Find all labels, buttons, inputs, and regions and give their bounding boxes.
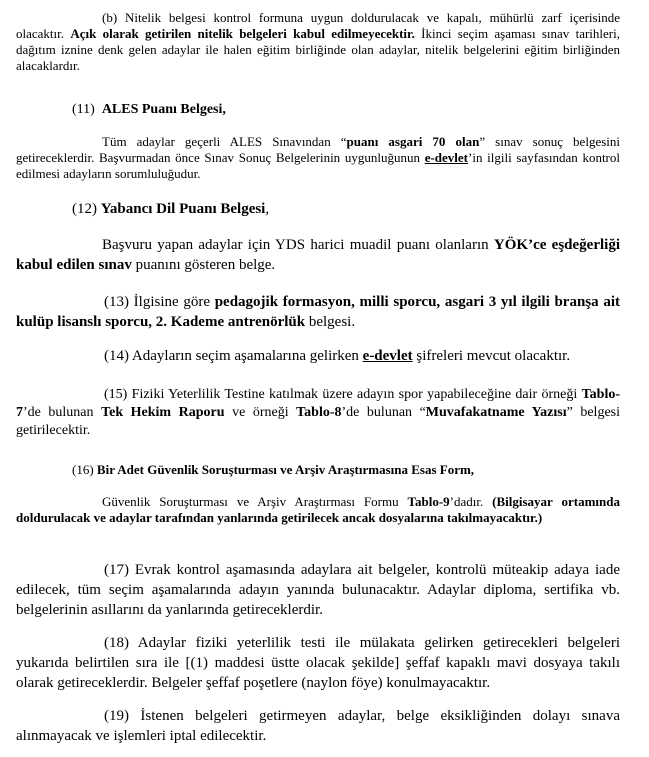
item-18-paragraph: (18) Adaylar fiziki yeterlilik testi ile mülakata gelirken getirecekleri belgeleri yukarıda belirtilen sıra ile [(1) maddesi üstte olacak şekilde] şeffaf kapaklı mavi dosyaya takılı olarak getireceklerdir. Belgeler şeffaf poşetlere (naylon föye) konulmayacaktır.	[16, 635, 620, 691]
item-14-text: (14) Adayların seçim aşamalarına gelirken	[104, 348, 363, 364]
e-devlet-link-2[interactable]: e-devlet	[362, 348, 413, 364]
item-12-title: Yabancı Dil Puanı Belgesi	[100, 201, 266, 217]
item-16-text: Güvenlik Soruşturması ve Arşiv Araştırması Formu	[102, 494, 408, 509]
item-16-bold-2: (Bilgisayar ortamında doldurulacak ve adaylar tarafından yanlarında getirilecek ancak dosyalarına takılmayacaktır.)	[16, 494, 620, 525]
item-19-paragraph: (19) İstenen belgeleri getirmeyen adaylar, belge eksikliğinden dolayı sınava alınmayacak ve işlemleri iptal edilecektir.	[16, 708, 620, 744]
item-13-text-2: belgesi.	[305, 314, 356, 330]
item-15-text-2: ’de bulunan	[23, 405, 102, 420]
item-16-text-2: ’dadır.	[449, 494, 493, 509]
item-15-bold-2: Tek Hekim Raporu	[101, 405, 225, 420]
item-12-text-2: puanını gösteren belge.	[131, 257, 276, 273]
item-12-heading	[72, 200, 269, 218]
item-16-heading	[72, 462, 474, 478]
item-16-title: Bir Adet Güvenlik Soruşturması ve Arşiv Araştırmasına Esas Form,	[96, 462, 475, 477]
item-16-bold: Tablo-9	[407, 494, 450, 509]
item-13-paragraph	[16, 292, 620, 332]
item-11-text-2: ” sınav sonuç belgesini getireceklerdir. Başvurmadan önce Sınav Sonuç Belgelerinin uygunluğunun	[16, 134, 620, 165]
item-11-bold: puanı asgari 70 olan	[346, 134, 480, 149]
item-13-bold: pedagojik formasyon, milli sporcu, asgari 3 yıl ilgili branşa ait kulüp lisanslı sporcu, 2. Kademe antrenörlük	[16, 294, 620, 330]
item-11-text-3: ’in ilgili sayfasından kontrol edilmesi adayların sorumluluğudur.	[16, 150, 621, 181]
item-15-paragraph	[16, 386, 620, 440]
item-11-paragraph	[16, 134, 620, 182]
item-15-bold: Tablo-7	[16, 387, 620, 420]
item-11-title: ALES Puanı Belgesi,	[101, 102, 226, 117]
item-11-number: (11)	[72, 102, 95, 117]
item-12-number: (12)	[72, 201, 97, 217]
item-11-text: Tüm adaylar geçerli ALES Sınavından “	[102, 134, 347, 149]
paragraph-b-text-2: İkinci seçim aşaması sınav tarihleri, dağıtım iznine denk gelen adaylar ile halen eğitim birliğinde olan adaylar, nitelik belgelerini eğitim birliğinden alacaklardır.	[16, 26, 620, 73]
paragraph-b-bold: Açık olarak getirilen nitelik belgeleri kabul edilmeyecektir.	[70, 26, 415, 41]
item-15-bold-4: Muvafakatname Yazısı	[425, 405, 567, 420]
paragraph-b-text: (b) Nitelik belgesi kontrol formuna uygun doldurulacak ve kapalı, mühürlü zarf içerisinde olacaktır.	[16, 10, 620, 41]
item-12-text: Başvuru yapan adaylar için YDS harici muadil puanı olanların	[102, 237, 494, 253]
item-16-paragraph	[16, 494, 620, 526]
item-15-text-4: ’de bulunan “	[341, 405, 426, 420]
item-12-paragraph	[16, 235, 620, 275]
item-16-number: (16)	[72, 462, 94, 477]
item-12-bold: YÖK’ce eşdeğerliği kabul edilen sınav	[16, 237, 620, 273]
item-15-text-3: ve örneği	[224, 405, 297, 420]
item-15-text: (15) Fiziki Yeterlilik Testine katılmak üzere adayın spor yapabileceğine dair örneği	[104, 387, 582, 402]
item-15-bold-3: Tablo-8	[296, 405, 342, 420]
item-12-title-suffix: ,	[265, 201, 270, 217]
item-14-paragraph	[16, 347, 620, 365]
e-devlet-link[interactable]: e-devlet	[424, 150, 468, 165]
paragraph-b	[16, 10, 620, 74]
item-14-text-2: şifreleri mevcut olacaktır.	[412, 348, 571, 364]
item-13-text: (13) İlgisine göre	[104, 294, 215, 310]
item-15-text-5: ” belgesi getirilecektir.	[16, 405, 620, 438]
item-11-heading	[72, 101, 226, 118]
item-17-paragraph: (17) Evrak kontrol aşamasında adaylara ait belgeler, kontrolü müteakip adaya iade edilecek, tüm seçim aşamalarında adayın yanında bulunacaktır. Adaylar diploma, sertifika vb. belgelerinin asıllarını da yanlarında getireceklerdir.	[16, 562, 620, 618]
